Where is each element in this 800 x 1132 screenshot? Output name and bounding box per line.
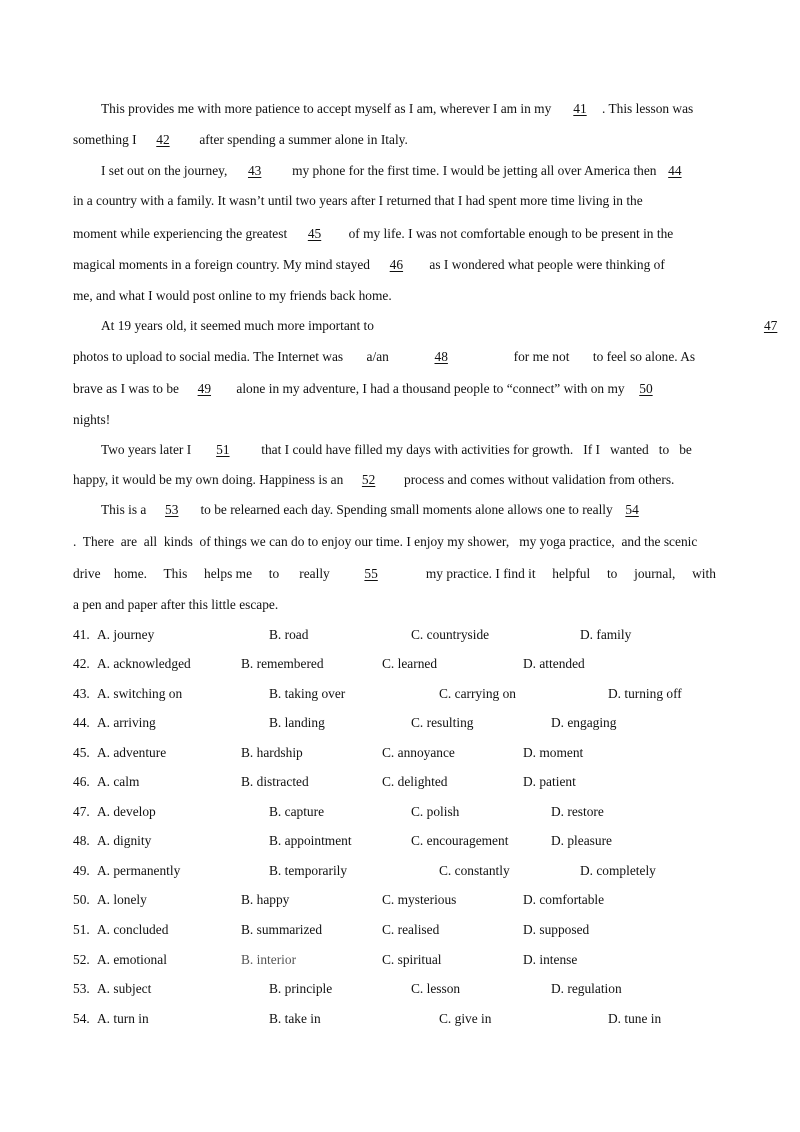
option-c[interactable]: C. delighted	[382, 774, 448, 789]
question-number: 51.	[73, 922, 90, 937]
option-a[interactable]: A. subject	[97, 981, 152, 996]
passage-line-1: This provides me with more patience to accept myself as I am, wherever I am in my 41 . This lesson was	[101, 101, 694, 116]
option-a[interactable]: A. switching on	[97, 686, 183, 701]
blank-41[interactable]: 41	[573, 101, 587, 116]
passage-line-10: brave as I was to be 49 alone in my adventure, I had a thousand people to “connect” with on my 50	[73, 380, 664, 398]
option-d[interactable]: D. pleasure	[551, 833, 612, 848]
option-d[interactable]: D. comfortable	[523, 892, 605, 907]
option-d[interactable]: D. family	[580, 627, 632, 642]
option-b[interactable]: B. temporarily	[269, 863, 348, 878]
option-c[interactable]: C. constantly	[439, 863, 510, 878]
option-a[interactable]: A. dignity	[97, 833, 152, 848]
option-b[interactable]: B. take in	[269, 1011, 321, 1026]
option-b[interactable]: B. distracted	[241, 774, 309, 789]
passage-line-17: a pen and paper after this little escape.	[73, 597, 279, 612]
option-b[interactable]: B. landing	[269, 715, 325, 730]
option-d[interactable]: D. attended	[523, 656, 585, 671]
passage-line-13: happy, it would be my own doing. Happiness is an 52 process and comes without validation from others.	[73, 472, 675, 487]
passage-line-14: This is a 53 to be relearned each day. Spending small moments alone allows one to really 54	[101, 501, 648, 519]
passage-line-5: moment while experiencing the greatest 45 of my life. I was not comfortable enough to be present in the	[73, 226, 674, 241]
option-d[interactable]: D. engaging	[551, 715, 617, 730]
passage-line-6: magical moments in a foreign country. My mind stayed 46 as I wondered what people were thinking of	[73, 257, 665, 272]
option-b[interactable]: B. summarized	[241, 922, 323, 937]
option-c[interactable]: C. annoyance	[382, 745, 455, 760]
option-c[interactable]: C. carrying on	[439, 686, 516, 701]
option-a[interactable]: A. arriving	[97, 715, 156, 730]
passage-line-3: I set out on the journey, 43 my phone for the first time. I would be jetting all over America then 44	[101, 162, 690, 180]
option-d[interactable]: D. regulation	[551, 981, 622, 996]
blank-44[interactable]: 44	[668, 163, 682, 178]
option-a[interactable]: A. develop	[97, 804, 156, 819]
question-number: 49.	[73, 863, 90, 878]
option-b[interactable]: B. remembered	[241, 656, 324, 671]
option-d[interactable]: D. restore	[551, 804, 604, 819]
question-number: 54.	[73, 1011, 90, 1026]
blank-54[interactable]: 54	[625, 502, 639, 517]
option-b[interactable]: B. capture	[269, 804, 325, 819]
blank-53[interactable]: 53	[165, 502, 179, 517]
question-number: 45.	[73, 745, 90, 760]
option-b[interactable]: B. happy	[241, 892, 290, 907]
option-d[interactable]: D. turning off	[608, 686, 682, 701]
option-a[interactable]: A. adventure	[97, 745, 167, 760]
option-b[interactable]: B. road	[269, 627, 309, 642]
option-a[interactable]: A. acknowledged	[97, 656, 191, 671]
blank-55[interactable]: 55	[364, 566, 378, 581]
option-b[interactable]: B. interior	[241, 952, 297, 967]
option-c[interactable]: C. countryside	[411, 627, 490, 642]
option-d[interactable]: D. tune in	[608, 1011, 662, 1026]
option-b[interactable]: B. appointment	[269, 833, 352, 848]
question-number: 50.	[73, 892, 90, 907]
option-c[interactable]: C. mysterious	[382, 892, 457, 907]
option-d[interactable]: D. intense	[523, 952, 578, 967]
option-a[interactable]: A. lonely	[97, 892, 147, 907]
passage-line-4: in a country with a family. It wasn’t until two years after I returned that I had spent more time living in the	[73, 193, 643, 208]
passage-line-2: something I 42 after spending a summer alone in Italy.	[73, 132, 408, 147]
option-d[interactable]: D. supposed	[523, 922, 590, 937]
option-b[interactable]: B. hardship	[241, 745, 303, 760]
blank-42[interactable]: 42	[156, 132, 170, 147]
question-number: 52.	[73, 952, 90, 967]
option-c[interactable]: C. spiritual	[382, 952, 442, 967]
option-d[interactable]: D. patient	[523, 774, 576, 789]
option-d[interactable]: D. completely	[580, 863, 656, 878]
option-c[interactable]: C. realised	[382, 922, 440, 937]
option-c[interactable]: C. learned	[382, 656, 438, 671]
blank-52[interactable]: 52	[361, 472, 376, 487]
question-number: 46.	[73, 774, 90, 789]
blank-51[interactable]: 51	[216, 442, 230, 457]
blank-47[interactable]: 47	[763, 318, 778, 333]
option-c[interactable]: C. encouragement	[411, 833, 509, 848]
option-b[interactable]: B. principle	[269, 981, 333, 996]
option-a[interactable]: A. permanently	[97, 863, 181, 878]
option-b[interactable]: B. taking over	[269, 686, 346, 701]
passage-line-15: . There are all kinds of things we can do to enjoy our time. I enjoy my shower, my yoga practice, and the scenic	[73, 534, 698, 549]
option-a[interactable]: A. journey	[97, 627, 155, 642]
question-number: 42.	[73, 656, 90, 671]
blank-45[interactable]: 45	[307, 226, 322, 241]
question-number: 43.	[73, 686, 90, 701]
question-number: 41.	[73, 627, 90, 642]
option-d[interactable]: D. moment	[523, 745, 584, 760]
question-number: 44.	[73, 715, 90, 730]
passage-line-8: At 19 years old, it seemed much more important to 47	[101, 318, 778, 333]
option-c[interactable]: C. resulting	[411, 715, 474, 730]
passage-line-7: me, and what I would post online to my friends back home.	[73, 288, 392, 303]
option-c[interactable]: C. polish	[411, 804, 460, 819]
blank-48[interactable]: 48	[434, 349, 448, 364]
option-a[interactable]: A. turn in	[97, 1011, 149, 1026]
question-number: 53.	[73, 981, 90, 996]
question-number: 47.	[73, 804, 90, 819]
option-c[interactable]: C. give in	[439, 1011, 492, 1026]
question-number: 48.	[73, 833, 90, 848]
blank-46[interactable]: 46	[389, 257, 404, 272]
option-a[interactable]: A. emotional	[97, 952, 167, 967]
option-c[interactable]: C. lesson	[411, 981, 461, 996]
passage-line-9: photos to upload to social media. The Internet was a/an 48 for me not to feel so alone. As	[73, 349, 696, 364]
passage-line-12: Two years later I 51 that I could have filled my days with activities for growth. If I wanted to be	[101, 442, 692, 457]
passage-line-16: drive home. This helps me to really 55 my practice. I find it helpful to journal, with	[73, 566, 716, 581]
blank-49[interactable]: 49	[197, 381, 212, 396]
passage-line-11: nights!	[73, 412, 111, 427]
blank-50[interactable]: 50	[639, 381, 653, 396]
option-a[interactable]: A. concluded	[97, 922, 169, 937]
option-a[interactable]: A. calm	[97, 774, 140, 789]
blank-43[interactable]: 43	[247, 163, 262, 178]
